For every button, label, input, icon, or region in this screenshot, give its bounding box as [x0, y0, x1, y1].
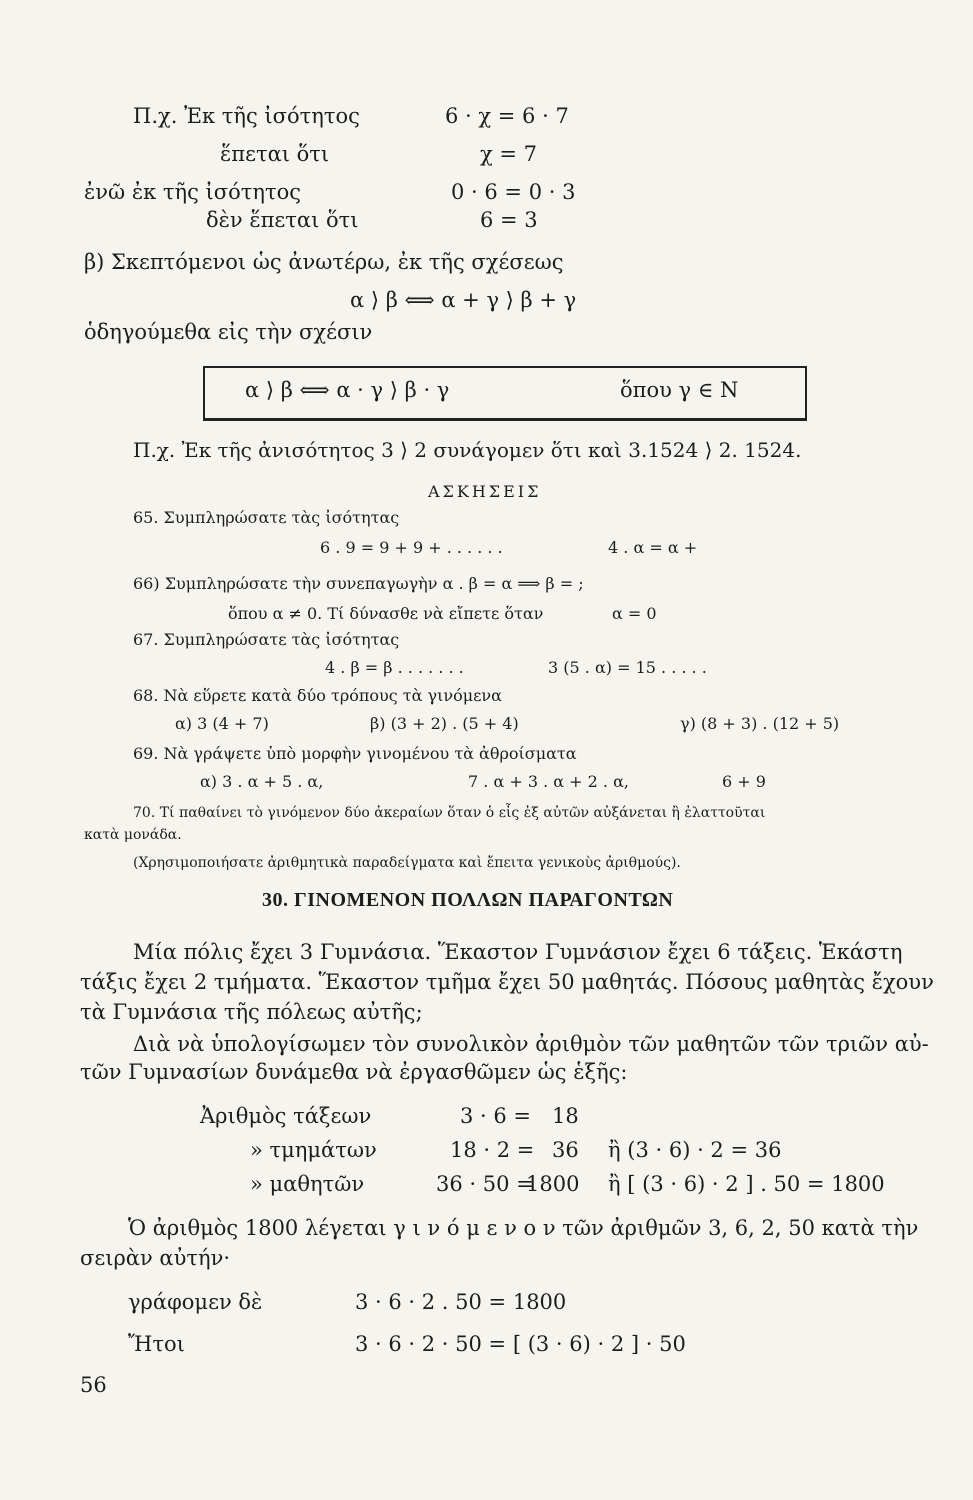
exercise-67: 67. Συμπληρώσατε τὰς ἰσότητας	[133, 630, 400, 649]
exercise-66: 66) Συμπληρώσατε τὴν συνεπαγωγὴν α . β = α ⟹ β = ;	[133, 574, 584, 593]
exercise-68-b: β) (3 + 2) . (5 + 4)	[370, 714, 519, 733]
exercise-68-a: α) 3 (4 + 7)	[175, 714, 269, 733]
paragraph-1-line-2: τάξις ἔχει 2 τμήματα. Ἕκαστον τμῆμα ἔχει 50 μαθητάς. Πόσους μαθητὰς ἔχουν	[80, 970, 934, 994]
exercise-69-b: 7 . α + 3 . α + 2 . α,	[468, 772, 629, 791]
paragraph-3-line-2: σειρὰν αὐτήν·	[80, 1246, 231, 1270]
exercise-69-c: 6 + 9	[722, 772, 766, 791]
exercise-65: 65. Συμπληρώσατε τὰς ἰσότητας	[133, 508, 400, 527]
calc-row-2-result: 36	[552, 1138, 579, 1162]
exercise-67-a: 4 . β = β . . . . . . .	[325, 658, 464, 677]
exercise-65-a: 6 . 9 = 9 + 9 + . . . . . .	[320, 538, 503, 557]
boxed-relation: α ⟩ β ⟺ α · γ ⟩ β · γ	[245, 378, 450, 402]
equation-1: 6 · χ = 6 · 7	[445, 104, 569, 128]
paragraph-1-line-3: τὰ Γυμνάσια τῆς πόλεως αὐτῆς;	[80, 1000, 423, 1024]
beta-example: Π.χ. Ἐκ τῆς ἀνισότητος 3 ⟩ 2 συνάγομεν ὅτι καὶ 3.1524 ⟩ 2. 1524.	[133, 438, 802, 462]
paragraph-2-line-1: Διὰ νὰ ὑπολογίσωμεν τὸν συνολικὸν ἀριθμὸν τῶν μαθητῶν τῶν τριῶν αὐ-	[133, 1032, 929, 1056]
calc-row-1-result: 18	[552, 1104, 579, 1128]
write-equation: 3 · 6 · 2 . 50 = 1800	[355, 1290, 567, 1314]
calc-row-1-label: Ἀριθμὸς τάξεων	[200, 1104, 372, 1128]
equation-2: χ = 7	[480, 142, 538, 166]
calc-row-3-alt: ἢ [ (3 · 6) · 2 ] . 50 = 1800	[608, 1172, 885, 1196]
exercise-69: 69. Νὰ γράψετε ὑπὸ μορφὴν γινομένου τὰ ἀθροίσματα	[133, 744, 577, 763]
page-number: 56	[80, 1373, 107, 1397]
example-label-1: Π.χ. Ἐκ τῆς ἰσότητος	[133, 104, 360, 128]
exercise-69-a: α) 3 . α + 5 . α,	[200, 772, 324, 791]
calc-row-3-label: » μαθητῶν	[250, 1172, 365, 1196]
exercise-67-b: 3 (5 . α) = 15 . . . . .	[548, 658, 707, 677]
calc-row-3-result: 1800	[526, 1172, 580, 1196]
example-label-4: δὲν ἕπεται ὅτι	[206, 208, 359, 232]
calc-row-2-alt: ἢ (3 · 6) · 2 = 36	[608, 1138, 782, 1162]
equation-4: 6 = 3	[480, 208, 538, 232]
exercise-66-c: α = 0	[612, 604, 657, 623]
beta-relation: α ⟩ β ⟺ α + γ ⟩ β + γ	[350, 288, 577, 312]
equation-3: 0 · 6 = 0 · 3	[451, 180, 576, 204]
exercises-title: ΑΣΚΗΣΕΙΣ	[428, 482, 542, 501]
exercise-68-c: γ) (8 + 3) . (12 + 5)	[680, 714, 840, 733]
exercise-70-line-1: 70. Τί παθαίνει τὸ γινόμενον δύο ἀκεραίων ὅταν ὁ εἷς ἐξ αὐτῶν αὐξάνεται ἢ ἐλαττοῦται	[133, 805, 766, 821]
calc-row-3-eq: 36 · 50 =	[436, 1172, 534, 1196]
paragraph-2-line-2: τῶν Γυμνασίων δυνάμεθα νὰ ἐργασθῶμεν ὡς ἑξῆς:	[80, 1060, 628, 1084]
exercise-70-line-3: (Χρησιμοποιήσατε ἀριθμητικὰ παραδείγματα καὶ ἔπειτα γενικοὺς ἀριθμούς).	[133, 855, 681, 871]
example-label-3: ἐνῶ ἐκ τῆς ἰσότητος	[84, 180, 301, 204]
beta-intro: β) Σκεπτόμενοι ὡς ἀνωτέρω, ἐκ τῆς σχέσεως	[84, 250, 564, 274]
example-label-2: ἕπεται ὅτι	[220, 142, 330, 166]
exercise-65-b: 4 . α = α +	[608, 538, 698, 557]
exercise-70-line-2: κατὰ μονάδα.	[84, 827, 182, 843]
paragraph-1-line-1: Μία πόλις ἔχει 3 Γυμνάσια. Ἕκαστον Γυμνάσιον ἔχει 6 τάξεις. Ἑκάστη	[133, 940, 903, 964]
calc-row-2-eq: 18 · 2 =	[450, 1138, 535, 1162]
exercise-68: 68. Νὰ εὕρετε κατὰ δύο τρόπους τὰ γινόμενα	[133, 686, 502, 705]
section-heading: 30. ΓΙΝΟΜΕΝΟΝ ΠΟΛΛΩΝ ΠΑΡΑΓΟΝΤΩΝ	[262, 889, 674, 911]
paragraph-3-line-1: Ὁ ἀριθμὸς 1800 λέγεται γ ι ν ό μ ε ν ο ν τῶν ἀριθμῶν 3, 6, 2, 50 κατὰ τὴν	[128, 1216, 919, 1240]
boxed-condition: ὅπου γ ∈ N	[620, 378, 739, 402]
calc-row-1-eq: 3 · 6 =	[460, 1104, 532, 1128]
beta-lead: ὁδηγούμεθα εἰς τὴν σχέσιν	[84, 320, 373, 344]
boxed-rule	[203, 366, 807, 421]
exercise-66-b: ὅπου α ≠ 0. Τί δύνασθε νὰ εἴπετε ὅταν	[228, 604, 544, 623]
thus-label: Ἤτοι	[128, 1332, 185, 1356]
write-label: γράφομεν δὲ	[128, 1290, 263, 1314]
calc-row-2-label: » τμημάτων	[250, 1138, 377, 1162]
thus-equation: 3 · 6 · 2 · 50 = [ (3 · 6) · 2 ] · 50	[355, 1332, 686, 1356]
